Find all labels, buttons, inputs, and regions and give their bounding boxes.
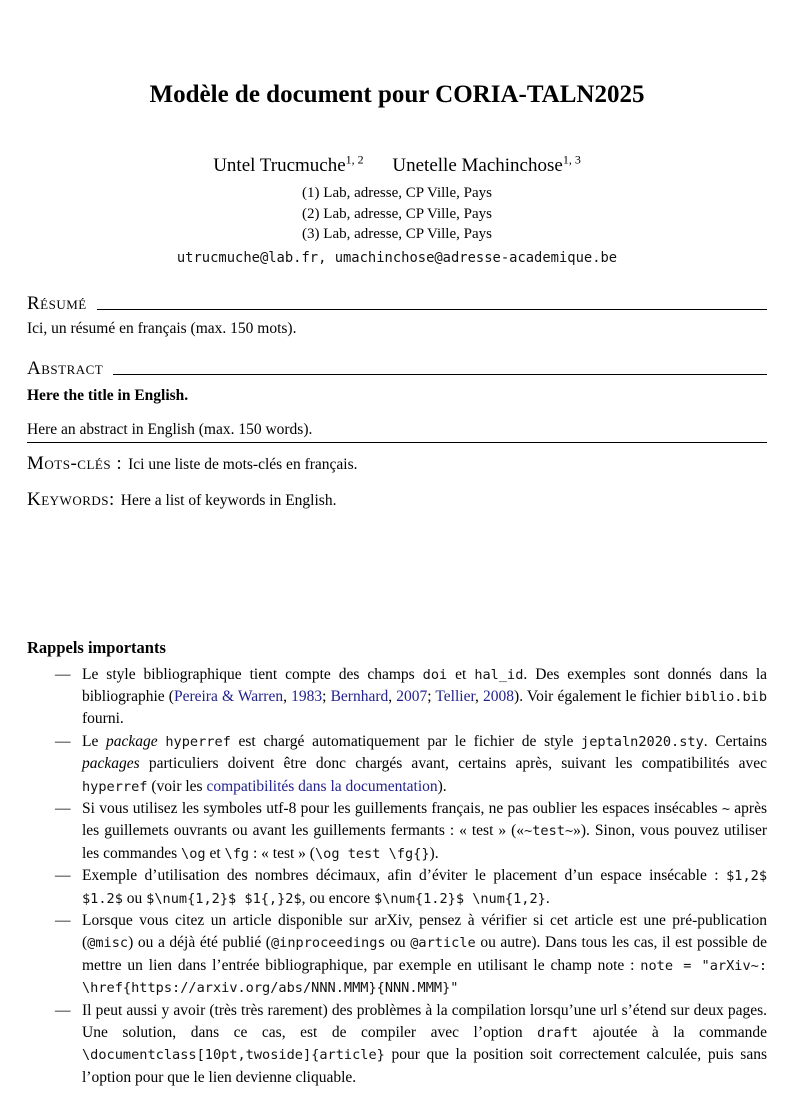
- code-text: doi: [422, 666, 448, 683]
- page-title: Modèle de document pour CORIA-TALN2025: [149, 81, 645, 108]
- body-text: particuliers doivent être donc chargés avant, certains après, suivant les compatibilités avec: [139, 755, 767, 773]
- code-text: @article: [410, 935, 476, 952]
- item-dash-icon: —: [55, 732, 71, 750]
- motscles-label: Mots-clés :: [27, 452, 123, 474]
- item-dash-icon: —: [55, 665, 71, 683]
- list-item: [27, 865, 767, 910]
- abstract-section-header: [27, 357, 767, 380]
- body-text: ). Voir également le fichier: [514, 687, 686, 705]
- code-text: ~test~: [524, 823, 574, 840]
- code-text: note = "arXiv~: \href{https://arxiv.org/abs/NNN.MMM}{NNN.MMM}": [82, 957, 768, 997]
- body-text: ,: [475, 687, 484, 705]
- body-text: et: [447, 665, 475, 683]
- code-text: hyperref: [165, 733, 231, 750]
- item-dash-icon: —: [55, 911, 71, 929]
- body-text: Il peut aussi y avoir (très très rarement) des problèmes à la compilation lorsqu’une url s’étend sur deux pages. Une solution, dans ce cas, est de compiler avec l’option: [82, 1001, 767, 1041]
- abstract-label: Abstract: [27, 357, 104, 379]
- body-text: ;: [322, 687, 331, 705]
- code-text: \og: [181, 845, 206, 862]
- body-text: ou: [385, 934, 411, 952]
- author: [392, 152, 581, 176]
- body-text: Le style bibliographique tient compte des champs: [82, 665, 423, 683]
- code-text: @misc: [87, 935, 129, 952]
- code-text: biblio.bib: [685, 688, 768, 705]
- english-title: Here the title in English.: [27, 386, 189, 404]
- citation-link[interactable]: 2007: [396, 687, 428, 705]
- body-text: ajoutée à la commande: [578, 1024, 767, 1041]
- body-text: et: [205, 844, 225, 862]
- code-text: $\num{1,2}$ $1{,}2$: [146, 890, 302, 907]
- author-name: Untel Trucmuche: [213, 155, 346, 176]
- italic-text: packages: [82, 755, 140, 773]
- body-text: fourni.: [82, 710, 124, 728]
- body-text: Exemple d’utilisation des nombres décimaux, afin d’éviter le placement d’un espace insécable :: [82, 867, 727, 885]
- code-text: $1,2$ $1.2$: [82, 868, 767, 907]
- code-text: hyperref: [82, 778, 148, 795]
- list-item: [27, 731, 767, 798]
- item-dash-icon: —: [55, 799, 71, 817]
- code-text: hal_id: [474, 666, 524, 683]
- author: [213, 152, 364, 176]
- body-text: ).: [429, 844, 439, 862]
- body-text: ,: [388, 687, 397, 705]
- citation-link[interactable]: Pereira & Warren: [173, 687, 284, 705]
- affiliation-line: (2) Lab, adresse, CP Ville, Pays: [302, 205, 492, 222]
- body-text: pour que la position soit correctement calculée, puis sans l’option pour que le lien devienne cliquable.: [82, 1046, 767, 1086]
- resume-rule: [97, 309, 767, 310]
- citation-link[interactable]: compatibilités dans la documentation: [206, 777, 438, 795]
- code-text: @inproceedings: [270, 935, 386, 952]
- resume-section-header: [27, 292, 767, 315]
- keywords-line: [27, 488, 767, 512]
- resume-label: Résumé: [27, 292, 87, 314]
- list-item: [27, 910, 767, 1000]
- citation-link[interactable]: Bernhard: [330, 687, 389, 705]
- body-text: : « test » (: [249, 844, 315, 862]
- body-text: ).: [437, 777, 447, 795]
- abstract-bottom-rule: [27, 442, 767, 443]
- code-text: \og test \fg{}: [314, 845, 430, 862]
- body-text: est chargé automatiquement par le fichier de style: [230, 732, 582, 750]
- code-text: \documentclass[10pt,twoside]{article}: [82, 1047, 385, 1064]
- code-text: ~: [721, 800, 731, 817]
- body-text: ;: [427, 687, 436, 705]
- body-text: ou: [122, 889, 147, 907]
- list-item: [27, 664, 767, 731]
- body-text: Lorsque vous citez un article disponible sur arXiv, pensez à vérifier si cet article est une pré-publication (: [82, 911, 767, 952]
- affiliation-line: (3) Lab, adresse, CP Ville, Pays: [302, 226, 492, 242]
- body-text: Si vous utilisez les symboles utf-8 pour les guillements français, ne pas oublier les espaces insécables: [82, 799, 722, 817]
- body-text: . Certains: [703, 732, 767, 750]
- list-item: [27, 798, 767, 865]
- author-affiliation-superscript: 1, 3: [562, 152, 581, 167]
- section-heading: Rappels importants: [27, 637, 166, 657]
- body-text: (voir les: [147, 777, 207, 795]
- body-text: ou autre). Dans tous les cas, il est possible de mettre un lien dans l’entrée bibliographique, par exemple en utilisant le champ note :: [82, 934, 768, 974]
- body-text: Le: [82, 732, 107, 750]
- authors-line: [27, 153, 767, 179]
- body-text: ) ou a déjà été publié (: [128, 934, 271, 952]
- author-name: Unetelle Machinchose: [392, 155, 563, 176]
- email-line: utrucmuche@lab.fr, umachinchose@adresse-academique.be: [176, 249, 618, 266]
- affiliations-block: [27, 183, 767, 245]
- rappels-list: [27, 664, 767, 1090]
- body-text: ,: [283, 687, 292, 705]
- item-dash-icon: —: [55, 867, 71, 885]
- body-text: après les guillemets ouvrants ou avant les guillements fermants : « test » («: [82, 799, 768, 840]
- abstract-rule: [113, 374, 767, 375]
- affiliation-line: (1) Lab, adresse, CP Ville, Pays: [302, 185, 492, 201]
- italic-text: package: [106, 732, 158, 750]
- code-text: $\num{1.2}$ \num{1,2}: [373, 890, 546, 907]
- body-text: .: [545, 889, 550, 907]
- code-text: \fg: [224, 845, 250, 862]
- body-text: , ou encore: [301, 889, 374, 907]
- motscles-text: Ici une liste de mots-clés en français.: [128, 455, 358, 473]
- citation-link[interactable]: 1983: [291, 687, 323, 705]
- english-abstract: Here an abstract in English (max. 150 words).: [27, 420, 313, 438]
- keywords-label: Keywords:: [27, 488, 115, 510]
- keywords-text: Here a list of keywords in English.: [120, 491, 337, 509]
- body-text: »). Sinon, vous pouvez utiliser les commandes: [82, 822, 767, 862]
- body-text: . Des exemples sont donnés dans la bibliographie (: [82, 665, 768, 705]
- citation-link[interactable]: 2008: [483, 687, 515, 705]
- resume-text: Ici, un résumé en français (max. 150 mots).: [27, 319, 297, 337]
- code-text: draft: [537, 1025, 579, 1041]
- motscles-line: [27, 452, 767, 476]
- list-item: [27, 1000, 767, 1090]
- code-text: jeptaln2020.sty: [581, 733, 704, 750]
- author-affiliation-superscript: 1, 2: [345, 152, 364, 167]
- item-dash-icon: —: [55, 1001, 71, 1019]
- citation-link[interactable]: Tellier: [435, 687, 476, 705]
